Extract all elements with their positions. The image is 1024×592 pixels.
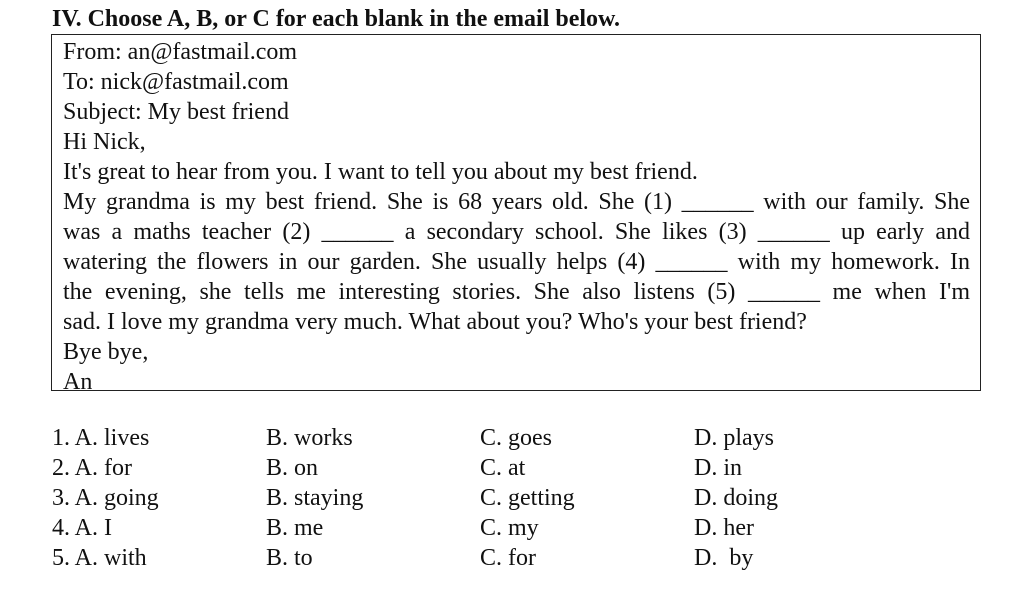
question-row (52, 543, 972, 573)
email-body-line: sad. I love my grandma very much. What about you? Who's your best friend? (63, 309, 807, 335)
option-a: 2. A. for (52, 455, 132, 481)
email-body-line: was a maths teacher (2) ______ a secondary school. She likes (3) ______ up early and (63, 219, 970, 245)
email-closing: Bye bye, (63, 339, 149, 365)
email-box (51, 34, 981, 395)
option-d: D. doing (694, 485, 778, 511)
option-a: 5. A. with (52, 545, 147, 571)
option-b: B. on (266, 455, 319, 481)
email-body-line: the evening, she tells me interesting stories. She also listens (5) ______ me when I'm (63, 279, 970, 305)
option-d: D. in (694, 455, 742, 481)
email-greeting: Hi Nick, (63, 129, 146, 155)
option-a: 3. A. going (52, 485, 159, 511)
option-d: D. by (694, 545, 754, 571)
option-c: C. for (480, 545, 536, 571)
exercise-heading: IV. Choose A, B, or C for each blank in the email below. (52, 6, 621, 32)
option-a: 1. A. lives (52, 425, 150, 451)
option-b: B. me (266, 515, 324, 541)
email-from: From: an@fastmail.com (63, 39, 298, 65)
option-a: 4. A. I (52, 515, 112, 541)
option-c: C. at (480, 455, 526, 481)
option-b: B. works (266, 425, 353, 451)
option-c: C. goes (480, 425, 552, 451)
option-b: B. to (266, 545, 313, 571)
option-d: D. plays (694, 425, 774, 451)
option-d: D. her (694, 515, 754, 541)
answer-options (52, 423, 972, 573)
question-row (52, 513, 972, 543)
email-body-line: It's great to hear from you. I want to tell you about my best friend. (63, 159, 698, 185)
question-row (52, 483, 972, 513)
email-body-line: My grandma is my best friend. She is 68 years old. She (1) ______ with our family. She (63, 189, 970, 215)
option-c: C. my (480, 515, 539, 541)
option-b: B. staying (266, 485, 364, 511)
email-to: To: nick@fastmail.com (63, 69, 289, 95)
question-row (52, 453, 972, 483)
email-body-line: watering the flowers in our garden. She usually helps (4) ______ with my homework. In (63, 249, 970, 275)
question-row (52, 423, 972, 453)
email-subject: Subject: My best friend (63, 99, 289, 125)
option-c: C. getting (480, 485, 575, 511)
email-signature: An (63, 369, 93, 395)
